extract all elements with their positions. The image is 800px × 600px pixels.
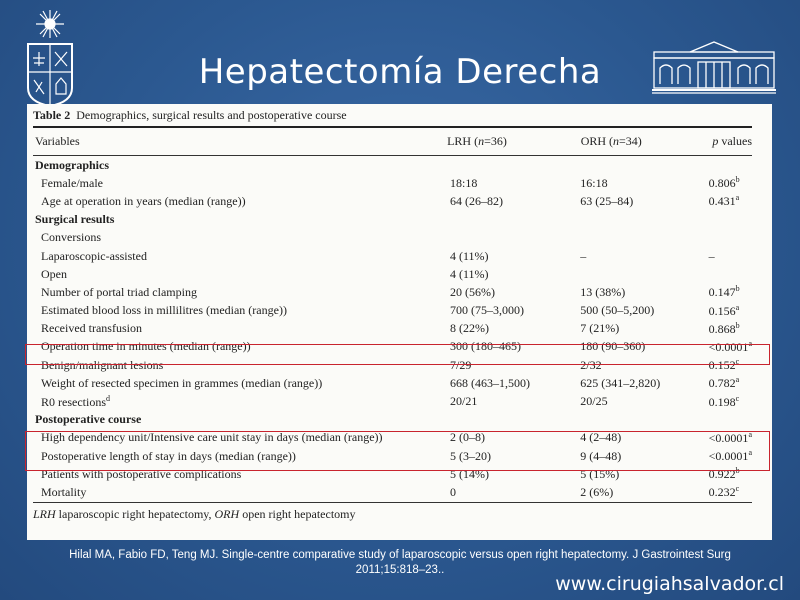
orh-cell: 2/32 [580,357,602,372]
p-value-cell: 0.922$^b$ [708,466,740,482]
orh-cell: 2 (6%) [580,484,614,499]
variable-cell: Number of portal triad clamping [41,284,197,299]
table-row [33,338,752,356]
lrh-cell: 5 (14%) [449,466,489,481]
results-table-body [33,156,752,502]
orh-cell: 9 (4–48) [580,448,622,463]
table-header-row [33,128,752,155]
lrh-cell: 20/21 [449,394,478,409]
header-orh: ORH (n=34) [580,134,642,148]
lrh-cell: 300 (180–465) [449,339,521,354]
p-value-cell: 0.152$^c$ [708,357,740,373]
variable-cell: Patients with postoperative complications [41,466,242,481]
variable-cell: Weight of resected specimen in grammes (median (range)) [41,375,323,390]
variable-cell: Estimated blood loss in millilitres (median (range)) [41,303,287,318]
table-row [33,465,752,483]
lrh-cell: 0 [449,484,456,499]
citation-line-1: Hilal MA, Fabio FD, Teng MJ. Single-centre comparative study of laparoscopic versus open right hepatectomy. J Gastrointest Surg [69,549,731,561]
variable-cell: Conversions [41,230,101,245]
section-label: Demographics [35,157,109,172]
table-row [33,302,752,320]
caption-text: Demographics, surgical results and postoperative course [76,108,347,122]
header-variables: Variables [35,134,80,148]
orh-cell: 4 (2–48) [580,430,622,445]
variable-cell: Postoperative length of stay in days (median (range)) [41,448,296,463]
orh-cell: 20/25 [580,394,608,409]
results-table [33,128,752,155]
table-row [33,229,752,247]
p-value-cell: <0.0001$^a$ [708,429,752,445]
table-section-row [33,156,752,174]
table-row [33,374,752,392]
table-caption [33,104,752,126]
p-value-cell: <0.0001$^a$ [708,338,752,354]
table-row [33,265,752,283]
table-section-row [33,411,752,429]
lrh-cell: 64 (26–82) [449,193,503,208]
lrh-cell: 668 (463–1,500) [449,375,530,390]
table-row [33,429,752,447]
lrh-cell: 2 (0–8) [449,430,485,445]
p-value-cell: 0.232$^c$ [708,484,740,500]
orh-cell [580,229,708,247]
orh-cell [580,265,708,283]
variable-cell: Operation time in minutes (median (range)) [41,339,251,354]
website-url: www.cirugiahsalvador.cl [555,573,784,595]
lrh-cell: 7/29 [449,357,472,372]
table-row [33,356,752,374]
caption-label: Table 2 [33,108,71,122]
lrh-cell: 18:18 [449,175,478,190]
lrh-cell: 700 (75–3,000) [449,303,524,318]
header-lrh: LRH (n=36) [447,134,507,148]
lrh-cell: 5 (3–20) [449,448,491,463]
variable-cell: Mortality [41,484,87,499]
p-value-cell: 0.147$^b$ [708,284,740,300]
table-row [33,283,752,301]
hospital-building-icon [652,40,776,94]
orh-cell: 5 (15%) [580,466,620,481]
variable-cell: Benign/malignant lesions [41,357,164,372]
section-label: Postoperative course [35,412,142,427]
orh-cell: 180 (90–360) [580,339,646,354]
table-row [33,447,752,465]
p-value-cell: 0.431$^a$ [708,193,740,209]
p-value-cell: 0.806$^b$ [708,175,740,191]
orh-cell: 625 (341–2,820) [580,375,661,390]
lrh-cell: 8 (22%) [449,321,489,336]
orh-cell: 63 (25–84) [580,193,634,208]
lrh-cell: 4 (11%) [449,266,489,281]
table-row [33,483,752,501]
orh-cell: – [580,248,587,263]
orh-cell: 7 (21%) [580,321,620,336]
variable-cell: Received transfusion [41,321,142,336]
p-value-cell: <0.0001$^a$ [708,448,752,464]
table-row [33,392,752,410]
lrh-cell: 4 (11%) [449,248,489,263]
table-panel [27,104,772,540]
p-value-cell: 0.156$^a$ [708,302,740,318]
table-footnote: LRH laparoscopic right hepatectomy, ORH open right hepatectomy [33,506,356,521]
p-value-cell: 0.198$^c$ [708,393,740,409]
variable-cell: Age at operation in years (median (range)) [41,193,246,208]
lrh-cell [450,229,580,247]
citation-line-2: 2011;15:818–23.. [355,564,445,576]
table-row [33,320,752,338]
variable-cell: High dependency unit/Intensive care unit stay in days (median (range)) [41,430,383,445]
variable-cell: R0 resections$^d$ [41,393,110,409]
table-row [33,174,752,192]
header-p-values: p values [712,134,752,148]
p-value-cell [709,229,752,247]
table-row [33,247,752,265]
p-value-cell: 0.868$^b$ [708,320,740,336]
orh-cell: 13 (38%) [580,284,626,299]
orh-cell: 500 (50–5,200) [580,303,655,318]
variable-cell: Female/male [41,175,103,190]
variable-cell: Laparoscopic-assisted [41,248,147,263]
p-value-cell [709,265,752,283]
lrh-cell: 20 (56%) [449,284,495,299]
table-section-row [33,211,752,229]
variable-cell: Open [41,266,67,281]
p-value-cell: 0.782$^a$ [708,375,740,391]
section-label: Surgical results [35,212,115,227]
orh-cell: 16:18 [580,175,608,190]
p-value-cell: – [708,248,715,263]
table-row [33,192,752,210]
slide-title: Hepatectomía Derecha [198,52,602,92]
